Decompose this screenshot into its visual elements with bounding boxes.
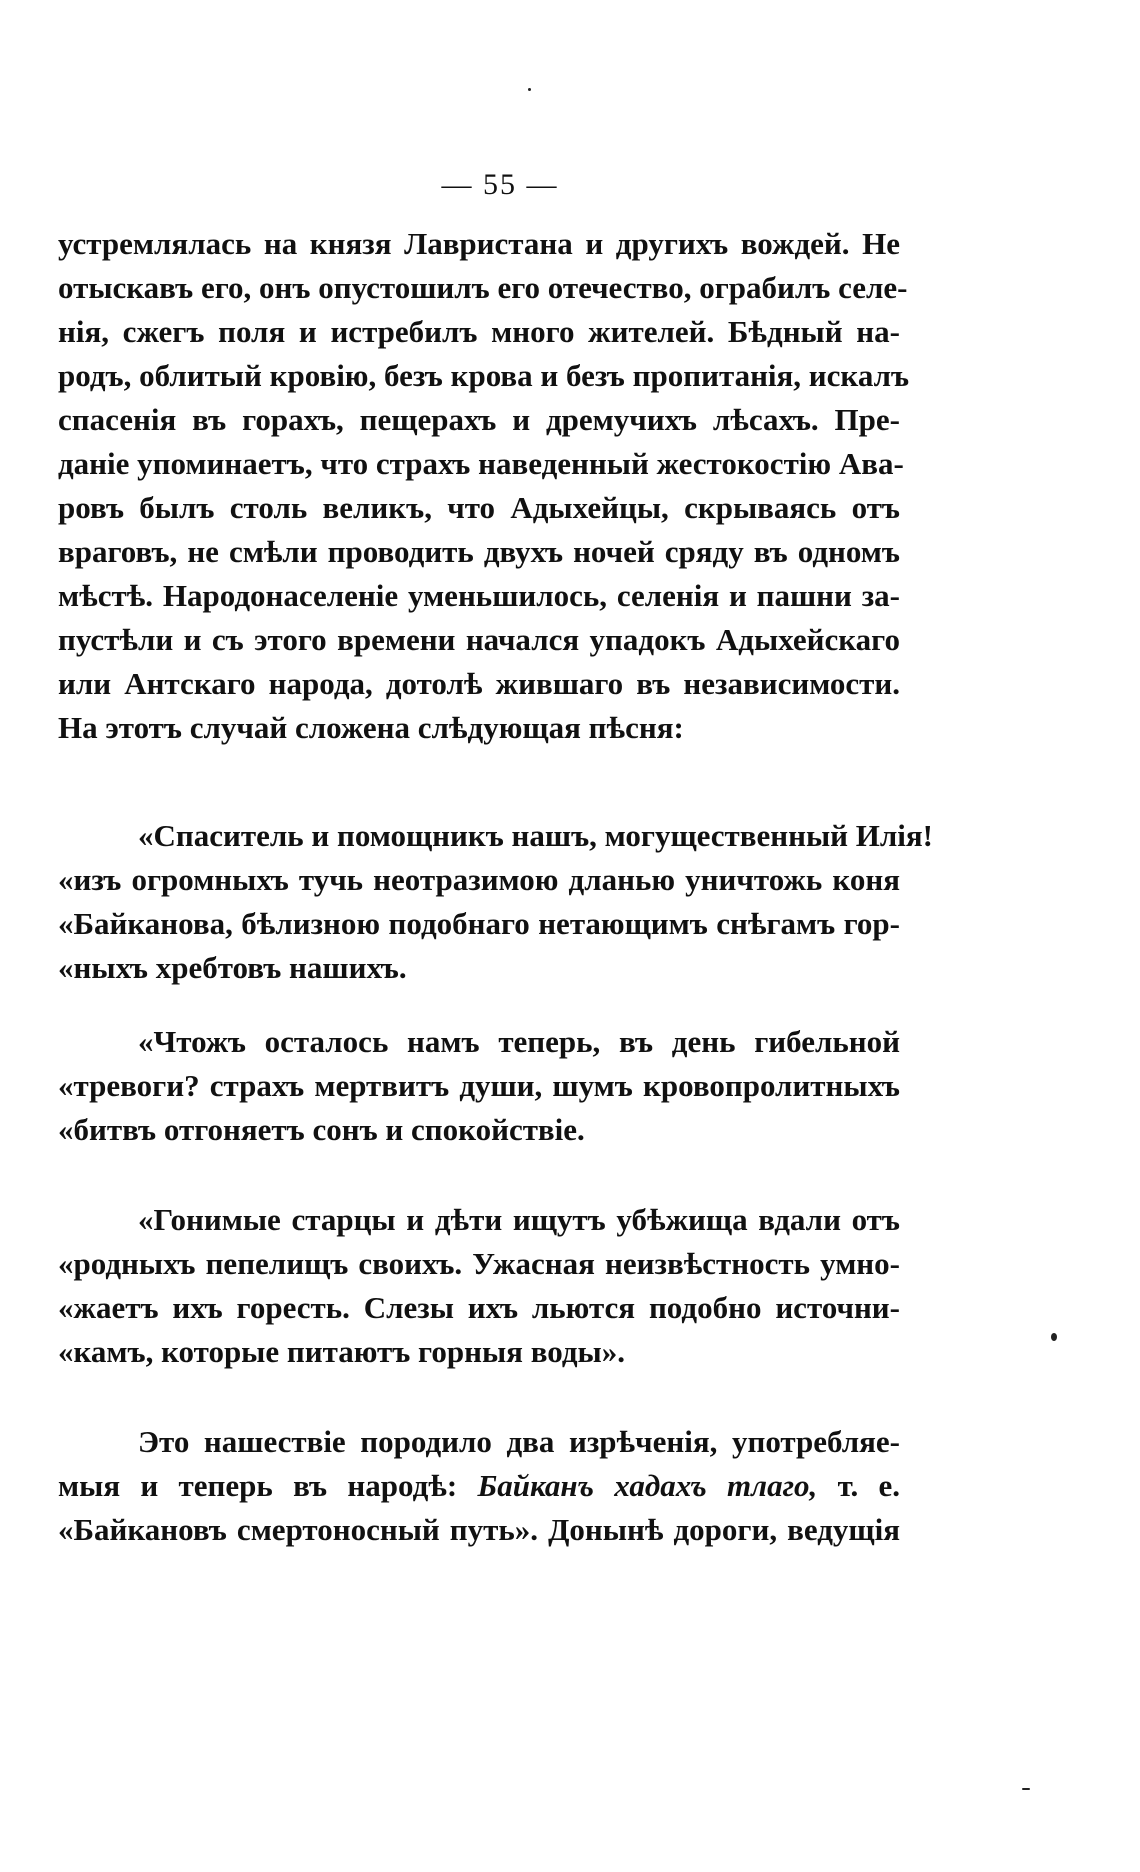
text-line: враговъ, не смѣли проводить двухъ ночей сряду въ одномъ	[58, 534, 900, 569]
verse-line: «изъ огромныхъ тучь неотразимою дланью уничтожь коня	[58, 862, 900, 897]
text-line	[58, 1464, 900, 1508]
verse-line: «родныхъ пепелищъ своихъ. Ужасная неизвѣстность умно-	[58, 1246, 900, 1281]
text-line: спасенія въ горахъ, пещерахъ и дремучихъ лѣсахъ. Пре-	[58, 402, 900, 437]
song-stanza-1	[58, 814, 933, 990]
verse-line: «Гонимые старцы и дѣти ищутъ убѣжища вдали отъ	[138, 1202, 900, 1237]
text-line: Это нашествіе породило два изрѣченія, употребляе-	[138, 1424, 900, 1459]
text-line: пустѣли и съ этого времени начался упадокъ Адыхейскаго	[58, 622, 900, 657]
ink-speck	[528, 88, 531, 91]
verse-line: «жаетъ ихъ горесть. Слезы ихъ льются подобно источни-	[58, 1290, 900, 1325]
paragraph-sayings	[58, 1420, 900, 1552]
paragraph-invasion	[58, 222, 910, 750]
ink-speck	[1022, 1788, 1030, 1790]
verse-line: «битвъ отгоняетъ сонъ и спокойствіе.	[58, 1112, 585, 1147]
verse-line: «ныхъ хребтовъ нашихъ.	[58, 950, 407, 985]
verse-line: «Чтожъ осталось намъ теперь, въ день гибельной	[138, 1024, 900, 1059]
text-fragment: мыя и теперь въ народѣ:	[58, 1468, 458, 1503]
text-line: отыскавъ его, онъ опустошилъ его отечество, ограбилъ селе-	[58, 270, 908, 305]
text-line: даніе упоминаетъ, что страхъ наведенный жестокостію Ава-	[58, 446, 904, 481]
text-line: устремлялась на князя Лавристана и другихъ вождей. Не	[58, 226, 900, 261]
text-fragment: т. е.	[837, 1468, 901, 1503]
text-line: мѣстѣ. Народонаселеніе уменьшилось, селенія и пашни за-	[58, 578, 900, 613]
song-stanza-2	[58, 1020, 900, 1152]
verse-line: «тревоги? страхъ мертвитъ души, шумъ кровопролитныхъ	[58, 1068, 900, 1103]
page-number: — 55 —	[441, 168, 559, 201]
text-line: родъ, облитый кровію, безъ крова и безъ пропитанія, искалъ	[58, 358, 910, 393]
verse-line: «Байканова, бѣлизною подобнаго нетающимъ снѣгамъ гор-	[58, 906, 900, 941]
verse-line: «камъ, которые питаютъ горныя воды».	[58, 1334, 625, 1369]
ink-speck	[1051, 1333, 1057, 1341]
text-line: ровъ былъ столь великъ, что Адыхейцы, скрываясь отъ	[58, 490, 900, 525]
text-line: нія, сжегъ поля и истребилъ много жителей. Бѣдный на-	[58, 314, 900, 349]
text-line: или Антскаго народа, дотолѣ жившаго въ независимости.	[58, 666, 900, 701]
song-stanza-3	[58, 1198, 900, 1374]
verse-line: «Спаситель и помощникъ нашъ, могущественный Илія!	[138, 818, 933, 853]
text-line: На этотъ случай сложена слѣдующая пѣсня:	[58, 710, 684, 745]
italic-phrase: Байканъ хадахъ тлаго,	[477, 1468, 818, 1503]
text-line: «Байкановъ смертоносный путь». Донынѣ дороги, ведущія	[58, 1512, 900, 1547]
